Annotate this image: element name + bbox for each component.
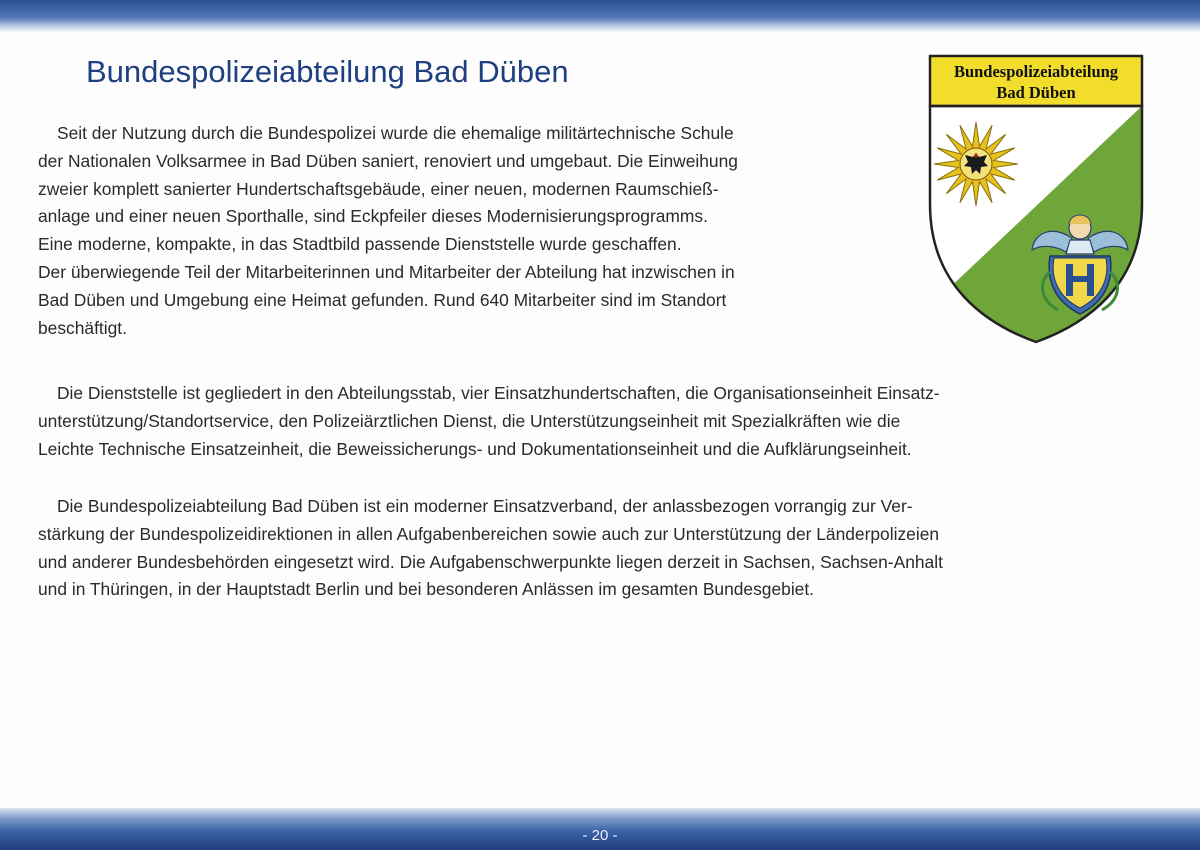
- crest-emblem: [926, 54, 1146, 346]
- paragraph-2: [38, 380, 1148, 463]
- text-line: der Nationalen Volksarmee in Bad Düben saniert, renoviert und umgebaut. Die Einweihung: [38, 150, 738, 171]
- text-line: Bad Düben und Umgebung eine Heimat gefunden. Rund 640 Mitarbeiter sind im Standort: [38, 289, 727, 310]
- text-line: Leichte Technische Einsatzeinheit, die Beweissicherungs- und Dokumentationseinheit und die Aufklärungseinheit.: [38, 438, 912, 459]
- text-line: anlage und einer neuen Sporthalle, sind Eckpfeiler dieses Modernisierungsprogramms.: [38, 206, 708, 227]
- crest-label-line1: Bundespolizeiabteilung: [953, 62, 1119, 81]
- paragraph-3: [38, 493, 1148, 604]
- paragraph-1: [38, 120, 898, 342]
- text-line: Eine moderne, kompakte, in das Stadtbild passende Dienststelle wurde geschaffen.: [38, 234, 682, 255]
- page-number: - 20 -: [582, 827, 618, 844]
- text-line: und anderer Bundesbehörden eingesetzt wird. Die Aufgabenschwerpunkte liegen derzeit in Sachsen, Sachsen-Anhalt: [38, 551, 943, 572]
- text-line: beschäftigt.: [38, 317, 127, 338]
- text-line: Der überwiegende Teil der Mitarbeiterinnen und Mitarbeiter der Abteilung hat inzwischen in: [38, 261, 735, 282]
- text-line: unterstützung/Standortservice, den Polizeiärztlichen Dienst, die Unterstützungseinheit mit Spezialkräften wie die: [38, 410, 901, 431]
- text-line: und in Thüringen, in der Hauptstadt Berlin und bei besonderen Anlässen im gesamten Bundesgebiet.: [38, 579, 815, 600]
- text-line: Seit der Nutzung durch die Bundespolizei wurde die ehemalige militärtechnische Schule: [57, 123, 734, 143]
- police-star-icon: [934, 122, 1018, 206]
- text-line: stärkung der Bundespolizeidirektionen in allen Aufgabenbereichen sowie auch zur Unterstützung der Länderpolizeien: [38, 523, 940, 544]
- crest-label-line2: Bad Düben: [996, 83, 1076, 102]
- eagle-beak: [974, 154, 977, 157]
- text-line: Die Bundespolizeiabteilung Bad Düben ist ein moderner Einsatzverband, der anlassbezogen vorrangig zur Ver-: [57, 496, 913, 516]
- page-title: Bundespolizeiabteilung Bad Düben: [86, 54, 569, 89]
- header-band: [0, 0, 1200, 32]
- text-line: Die Dienststelle ist gegliedert in den Abteilungsstab, vier Einsatzhundertschaften, die Organisationseinheit Einsatz-: [57, 383, 940, 403]
- text-line: zweier komplett sanierter Hundertschaftsgebäude, einer neuen, modernen Raumschieß-: [38, 178, 719, 199]
